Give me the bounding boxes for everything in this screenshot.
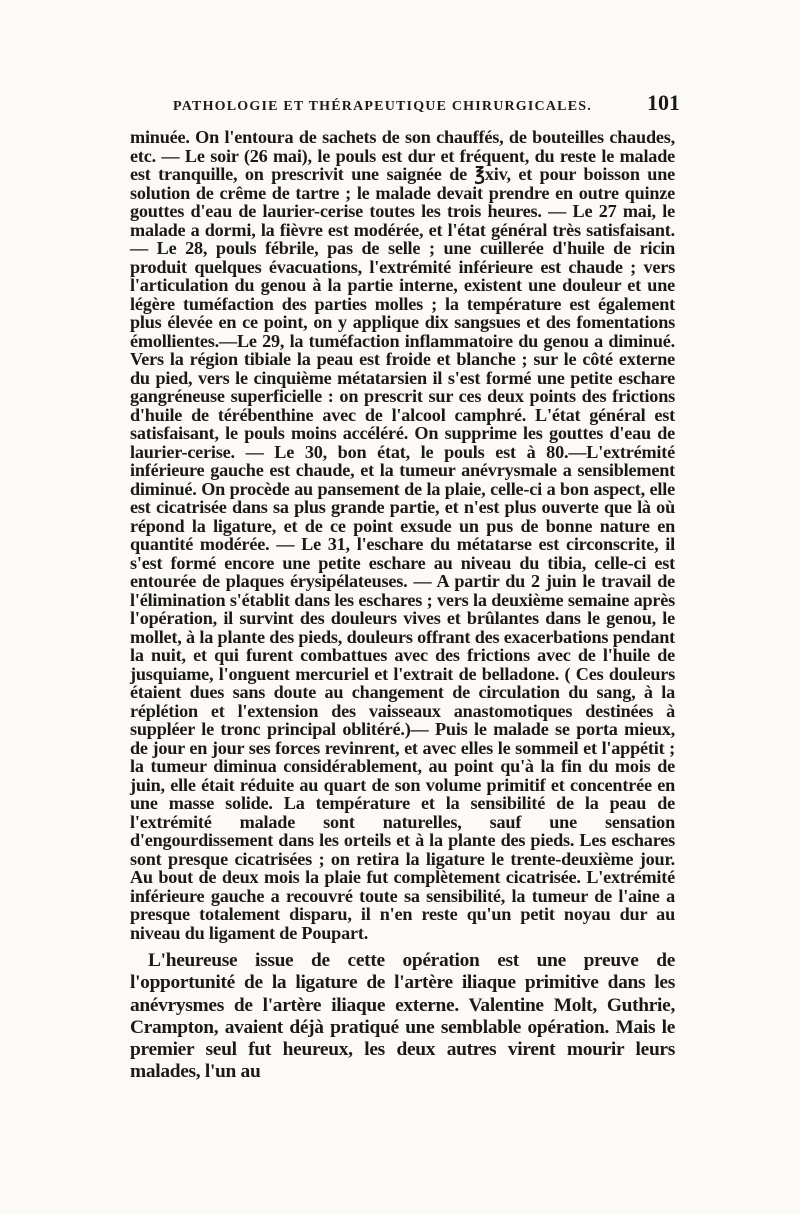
page-number: 101: [647, 90, 680, 115]
body-text: [130, 128, 675, 1084]
paragraph-conclusion: L'heureuse issue de cette opération est une preuve de l'opportunité de la ligature de l'artère iliaque primitive dans les anévrysmes de l'artère iliaque externe. Valentine Molt, Guthrie, Crampton, avaient déjà pratiqué une semblable opération. Mais le premier seul fut heureux, les deux autres virent mourir leurs malades, l'un au: [130, 950, 675, 1083]
paragraph-case-report: minuée. On l'entoura de sachets de son chauffés, de bouteilles chaudes, etc. — Le soir (26 mai), le pouls est dur et fréquent, du reste le malade est tranquille, on prescrivit une saignée de ℥xiv, et pour boisson une solution de crême de tartre ; le malade devait prendre en outre quinze gouttes d'eau de laurier-cerise toutes les trois heures. — Le 27 mai, le malade a dormi, la fièvre est modérée, et l'état général très satisfaisant. — Le 28, pouls fébrile, pas de selle ; une cuillerée d'huile de ricin produit quelques évacuations, l'extrémité inférieure est chaude ; vers l'articulation du genou à la partie interne, existent une douleur et une légère tuméfaction des parties molles ; la température est également plus élevée en ce point, on y applique dix sangsues et des fomentations émollientes.—Le 29, la tuméfaction inflammatoire du genou a diminué. Vers la région tibiale la peau est froide et blanche ; sur le côté externe du pied, vers le cinquième métatarsien il s'est formé une petite eschare gangréneuse superficielle : on prescrit sur ces deux points des frictions d'huile de térébenthine avec de l'alcool camphré. L'état général est satisfaisant, le pouls moins accéléré. On supprime les gouttes d'eau de laurier-cerise. — Le 30, bon état, le pouls est à 80.—L'extrémité inférieure gauche est chaude, et la tumeur anévrysmale a sensiblement diminué. On procède au pansement de la plaie, celle-ci a bon aspect, elle est cicatrisée dans sa plus grande partie, et n'est plus ouverte que là où répond la ligature, et de ce point exsude un pus de bonne nature en quantité modérée. — Le 31, l'eschare du métatarse est circonscrite, il s'est formé encore une petite eschare au niveau du tibia, celle-ci est entourée de plaques érysipélateuses. — A partir du 2 juin le travail de l'élimination s'établit dans les eschares ; vers la deuxième semaine après l'opération, il survint des douleurs vives et brûlantes dans le genou, le mollet, à la plante des pieds, douleurs offrant des exacerbations pendant la nuit, et qui furent combattues avec des frictions avec de l'huile de jusquiame, l'onguent mercuriel et l'extrait de belladone. ( Ces douleurs étaient dues sans doute au changement de circulation du sang, à la réplétion et l'extension des vaisseaux anastomotiques destinées à suppléer le tronc principal oblitéré.)— Puis le malade se porta mieux, de jour en jour ses forces revinrent, et avec elles le sommeil et l'appétit ; la tumeur diminua considérablement, au point qu'à la fin du mois de juin, elle était réduite au quart de son volume primitif et concentrée en une masse solide. La température et la sensibilité de la peau de l'extrémité malade sont naturelles, sauf une sensation d'engourdissement dans les orteils et à la plante des pieds. Les eschares sont presque cicatrisées ; on retira la ligature le trente-deuxième jour. Au bout de deux mois la plaie fut complètement cicatrisée. L'extrémité inférieure gauche a recouvré toute sa sensibilité, la tumeur de l'aine a presque totalement disparu, il n'en reste qu'un petit noyau dur au niveau du ligament de Poupart.: [130, 127, 675, 943]
running-title: PATHOLOGIE ET THÉRAPEUTIQUE CHIRURGICALES.: [173, 99, 592, 114]
page-header: [130, 90, 680, 120]
